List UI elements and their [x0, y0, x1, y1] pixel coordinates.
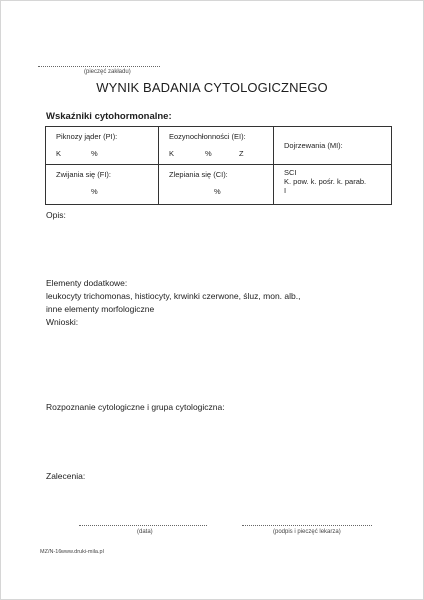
ci-label: Zlepiania się (CI):	[169, 170, 228, 179]
ei-pct: %	[205, 149, 212, 158]
document-title: WYNIK BADANIA CYTOLOGICZNEGO	[96, 80, 328, 95]
sci-line1: SCI	[284, 168, 297, 177]
stamp-line	[38, 66, 160, 67]
mi-label: Dojrzewania (MI):	[284, 141, 343, 150]
elementy-other: inne elementy morfologiczne	[46, 304, 155, 314]
date-line	[79, 525, 207, 526]
cell-fi	[46, 165, 159, 205]
signature-line	[242, 525, 372, 526]
ci-pct: %	[214, 187, 221, 196]
stamp-caption: (pieczęć zakładu)	[84, 69, 131, 75]
cell-mi	[274, 127, 392, 165]
cell-pi	[46, 127, 159, 165]
form-code: MZ/N-16	[40, 549, 62, 555]
rozpoznanie-label: Rozpoznanie cytologiczne i grupa cytologiczna:	[46, 402, 225, 412]
pi-k: K	[56, 149, 62, 158]
website: www.druki-mila.pl	[61, 549, 104, 555]
indicators-heading: Wskaźniki cytohormonalne:	[46, 111, 172, 122]
cell-sci	[274, 165, 392, 205]
fi-label: Zwijania się (FI):	[56, 170, 112, 179]
sci-line3: I	[284, 186, 287, 195]
sci-line2: K. pow. k. pośr. k. parab.	[284, 177, 367, 186]
date-caption: (data)	[137, 529, 153, 535]
ei-label: Eozynochłonności (EI):	[169, 132, 246, 141]
indicators-table	[45, 126, 392, 205]
zalecenia-label: Zalecenia:	[46, 471, 86, 481]
pi-label: Piknozy jąder (PI):	[56, 132, 118, 141]
signature-caption: (podpis i pieczęć lekarza)	[273, 529, 341, 535]
pi-pct: %	[91, 149, 98, 158]
ei-k: K	[169, 149, 175, 158]
cell-ci	[159, 165, 274, 205]
cell-ei	[159, 127, 274, 165]
ei-z: Z	[239, 149, 244, 158]
fi-pct: %	[91, 187, 98, 196]
elementy-label: Elementy dodatkowe:	[46, 278, 128, 288]
wnioski-label: Wnioski:	[46, 317, 79, 327]
elementy-list: leukocyty trichomonas, histiocyty, krwinki czerwone, śluz, mon. alb.,	[46, 291, 301, 301]
opis-label: Opis:	[46, 210, 66, 220]
